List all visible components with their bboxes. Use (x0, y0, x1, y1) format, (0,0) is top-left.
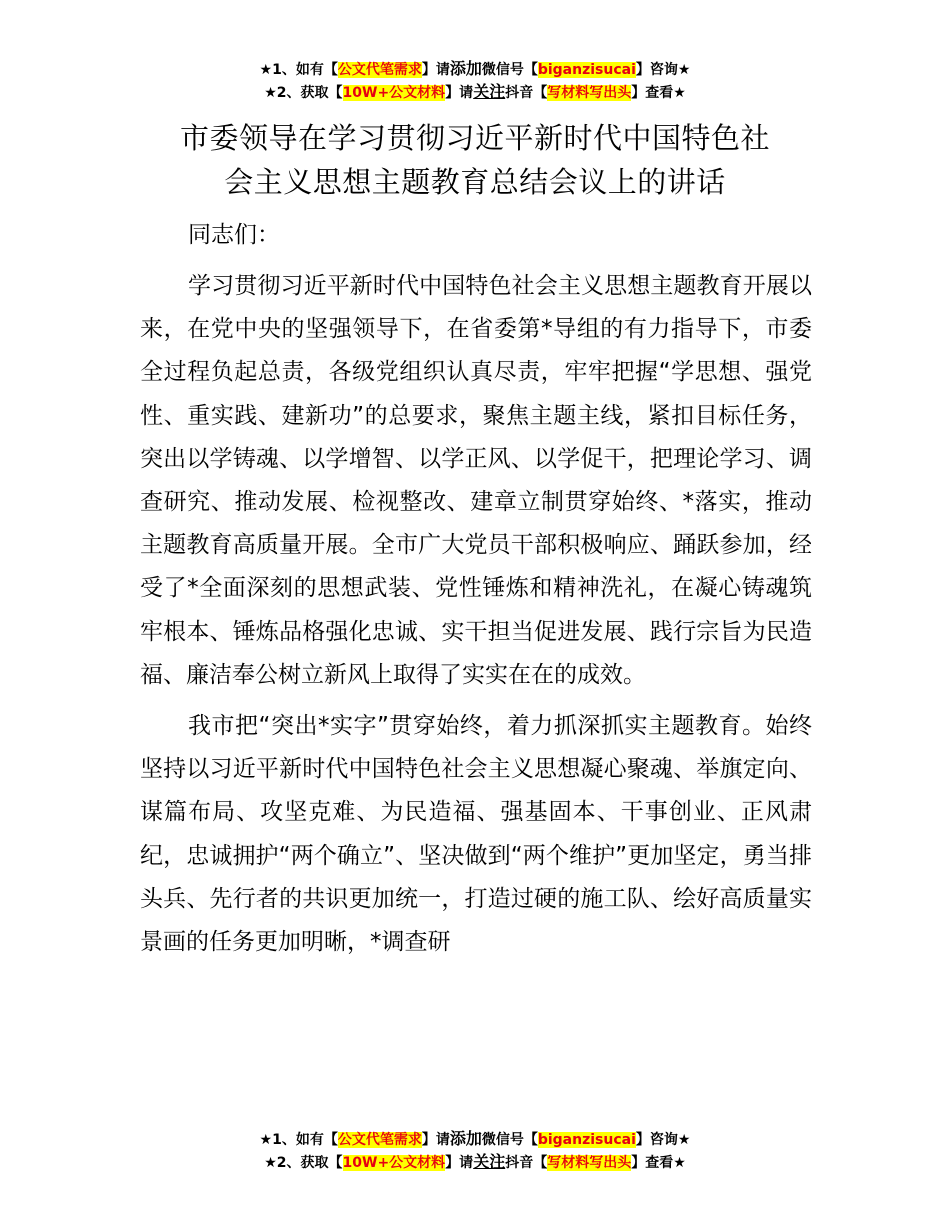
banner-text: ★2、获取【 (264, 1155, 343, 1171)
salutation: 同志们： (188, 222, 280, 248)
banner-douyin-id: 写材料写出头 (547, 1155, 632, 1171)
banner-emphasis: 添加 (449, 1129, 482, 1148)
document-body (140, 214, 812, 972)
paragraph: 学习贯彻习近平新时代中国特色社会主义思想主题教育开展以来，在党中央的坚强领导下，在省委第*导组的有力指导下，市委全过程负起总责，各级党组织认真尽责，牢牢把握“学思想、强党性、重实践、建新功”的总要求，聚焦主题主线，紧扣目标任务，突出以学铸魂、以学增智、以学正风、以学促干，把理论学习、调查研究、推动发展、检视整改、建章立制贯穿始终、*落实，推动主题教育高质量开展。全市广大党员干部积极响应、踊跃参加，经受了*全面深刻的思想武装、党性锤炼和精神洗礼，在凝心铸魂筑牢根本、锤炼品格强化忠诚、实干担当促进发展、践行宗旨为民造福、廉洁奉公树立新风上取得了实实在在的成效。 (140, 273, 812, 688)
banner-emphasis: 添加 (449, 59, 482, 78)
banner-text: ★1、如有【 (259, 1132, 338, 1148)
banner-highlight: 公文代笔需求 (337, 1132, 422, 1148)
title-line-1: 市委领导在学习贯彻习近平新时代中国特色社 (179, 121, 770, 155)
banner-text: ★2、获取【 (264, 85, 343, 101)
top-banner (0, 58, 950, 104)
banner-line-2 (0, 1151, 950, 1174)
banner-text: 微信号【 (481, 62, 538, 78)
paragraph: 我市把“突出*实字”贯穿始终，着力抓深抓实主题教育。始终坚持以习近平新时代中国特色社会主义思想凝心聚魂、举旗定向、谋篇布局、攻坚克难、为民造福、强基固本、干事创业、正风肃纪，忠诚拥护“两个确立”、坚决做到“两个维护”更加坚定，勇当排头兵、先行者的共识更加统一，打造过硬的施工队、绘好高质量实景画的任务更加明晰，*调查研 (140, 713, 812, 956)
banner-text: 】请 (445, 85, 474, 101)
banner-line-1 (0, 1128, 950, 1151)
banner-text: 抖音【 (505, 1155, 548, 1171)
banner-emphasis: 关注 (473, 82, 506, 101)
banner-line-1 (0, 58, 950, 81)
banner-text: 】请 (445, 1155, 474, 1171)
banner-text: 】请 (421, 62, 450, 78)
document-title (120, 116, 830, 204)
banner-line-2 (0, 81, 950, 104)
bottom-banner (0, 1128, 950, 1174)
banner-text: 抖音【 (505, 85, 548, 101)
banner-text: 】查看★ (631, 85, 686, 101)
banner-highlight: 10W+公文材料 (342, 1155, 446, 1171)
banner-wechat-id: biganzisucai (537, 1132, 636, 1148)
banner-text: 】请 (421, 1132, 450, 1148)
banner-emphasis: 关注 (473, 1152, 506, 1171)
banner-highlight: 10W+公文材料 (342, 85, 446, 101)
banner-text: ★1、如有【 (259, 62, 338, 78)
banner-text: 】咨询★ (635, 62, 691, 78)
banner-douyin-id: 写材料写出头 (547, 85, 632, 101)
banner-text: 微信号【 (481, 1132, 538, 1148)
title-line-2: 会主义思想主题教育总结会议上的讲话 (224, 165, 726, 199)
banner-text: 】查看★ (631, 1155, 686, 1171)
banner-highlight: 公文代笔需求 (337, 62, 422, 78)
banner-text: 】咨询★ (635, 1132, 691, 1148)
banner-wechat-id: biganzisucai (537, 62, 636, 78)
